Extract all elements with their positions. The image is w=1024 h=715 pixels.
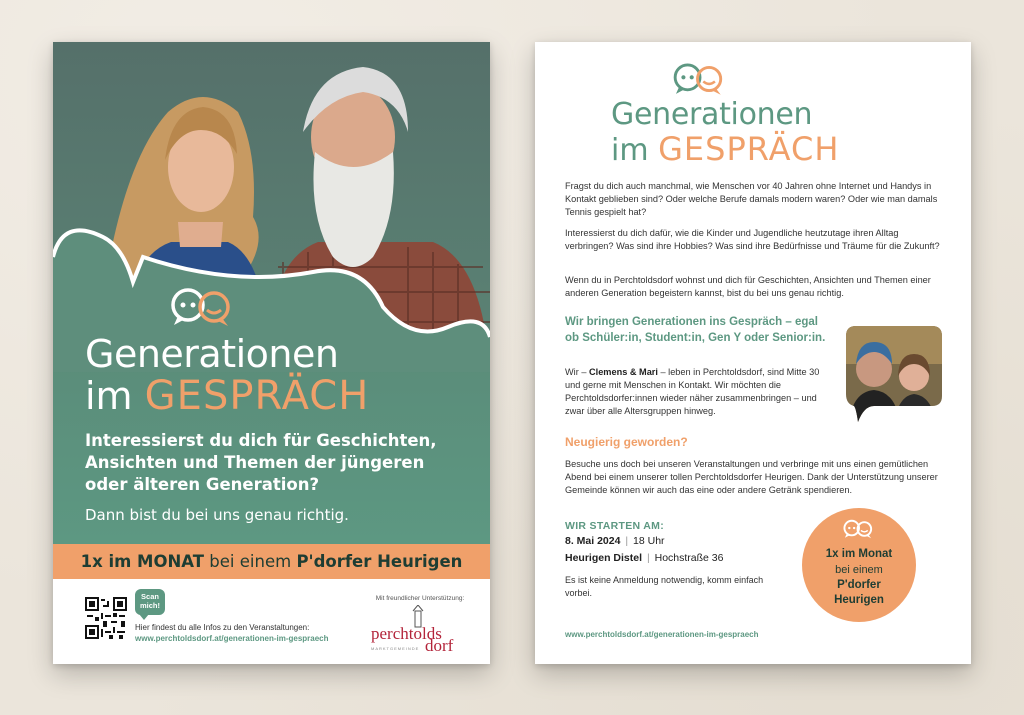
badge-line-2: bei einem [835, 564, 883, 576]
front-title-im-gespraech [85, 374, 485, 418]
about-rest: – leben in Perchtoldsdorf, sind Mitte 30 und gerne mit Menschen in Kontakt. Wir möchten die Perchtoldsdorfer:innen wieder näher zusammenbringen – und zwar über alle Altersgruppen hinweg. [565, 367, 820, 416]
qr-code-icon[interactable] [85, 597, 127, 639]
about-us-paragraph [565, 366, 830, 418]
badge-line-4: Heurigen [834, 594, 884, 606]
footer-url-link[interactable]: www.perchtoldsdorf.at/generationen-im-gespraech [135, 634, 329, 643]
support-label: Mit freundlicher Unterstützung: [375, 595, 465, 602]
intro-paragraph-2: Interessierst du dich dafür, wie die Kinder und Jugendliche heutzutage ihren Alltag verbringen? Was sind ihre Hobbies? Was sind ihre Bedürfnisse und Träume für die Zukunft? [565, 228, 940, 251]
front-flyer [53, 42, 490, 664]
badge-line-3: P'dorfer [837, 579, 881, 591]
front-question: Interessierst du dich für Geschichten, Ansichten und Themen der jüngeren oder älteren Generation? [85, 431, 437, 494]
logo-subtext: MARKTGEMEINDE [371, 646, 420, 651]
perchtoldsdorf-logo [369, 605, 469, 655]
back-title-generationen: Generationen [611, 97, 813, 132]
about-names: Clemens & Mari [589, 367, 658, 377]
front-footer [53, 579, 490, 664]
intro-paragraph-3: Wenn du in Perchtoldsdorf wohnst und dich für Geschichten, Ansichten und Themen einer anderen Generation begeistern kannst, bist du bei uns genau richtig. [565, 275, 931, 298]
back-url-link[interactable]: www.perchtoldsdorf.at/generationen-im-gespraech [565, 630, 759, 639]
start-place-separator: | [646, 552, 650, 564]
start-place: Heurigen Distel [565, 552, 643, 564]
start-date-line [565, 535, 795, 547]
intro-paragraph-1: Fragst du dich auch manchmal, wie Menschen vor 40 Jahren ohne Internet und Handys in Kontakt geblieben sind? Oder welche Berufe damals modern waren? Oder wie man damals Tennis gespielt hat? [565, 181, 938, 217]
monthly-badge [802, 508, 916, 622]
back-title-im: im [611, 133, 649, 168]
band-part2: bei einem [204, 552, 297, 571]
speech-bubbles-icon [168, 285, 238, 329]
front-answer: Dann bist du bei uns genau richtig. [85, 506, 349, 524]
badge-line-1: 1x im Monat [825, 548, 893, 560]
scan-me-bubble: Scan mich! [135, 589, 165, 615]
band-part1: 1x im MONAT [80, 552, 205, 571]
about-prefix: Wir – [565, 367, 589, 377]
back-flyer [535, 42, 971, 664]
logo-text-perchtolds: perchtolds [371, 624, 442, 643]
section-heading-generations: Wir bringen Generationen ins Gespräch – egal ob Schüler:in, Student:in, Gen Y oder Senior:in. [565, 316, 826, 344]
logo-text-dorf: dorf [425, 636, 454, 655]
band-part3: P'dorfer Heurigen [296, 552, 463, 571]
speech-bubbles-icon [842, 518, 876, 540]
front-title-im: im [85, 374, 133, 418]
start-place-line [565, 552, 825, 564]
footer-info-text: Hier findest du alle Infos zu den Veranstaltungen: [135, 623, 310, 632]
start-heading: WIR STARTEN AM: [565, 520, 664, 532]
monthly-band [53, 544, 490, 579]
speech-bubbles-icon [671, 60, 729, 98]
start-time: 18 Uhr [633, 535, 665, 547]
couple-photo [844, 324, 944, 424]
back-title-im-gespraech [611, 130, 941, 170]
front-title-generationen: Generationen [85, 332, 339, 376]
no-registration-note: Es ist keine Anmeldung notwendig, komm einfach vorbei. [565, 575, 764, 598]
visit-paragraph: Besuche uns doch bei unseren Veranstaltungen und verbringe mit uns einen gemütlichen Abend bei einem unserer tollen Perchtoldsdorfer Heurigen. Dank der Unterstützung unserer Gemeinde können wir auch das eine oder andere Getränk spendieren. [565, 459, 938, 495]
front-title-gespraech: GESPRÄCH [144, 373, 370, 419]
section-heading-curious: Neugierig geworden? [565, 435, 688, 449]
start-date-separator: | [625, 535, 629, 547]
portrait-photo [53, 42, 490, 376]
back-title-gespraech: GESPRÄCH [658, 130, 840, 168]
start-address: Hochstraße 36 [654, 552, 724, 564]
start-date: 8. Mai 2024 [565, 535, 621, 547]
